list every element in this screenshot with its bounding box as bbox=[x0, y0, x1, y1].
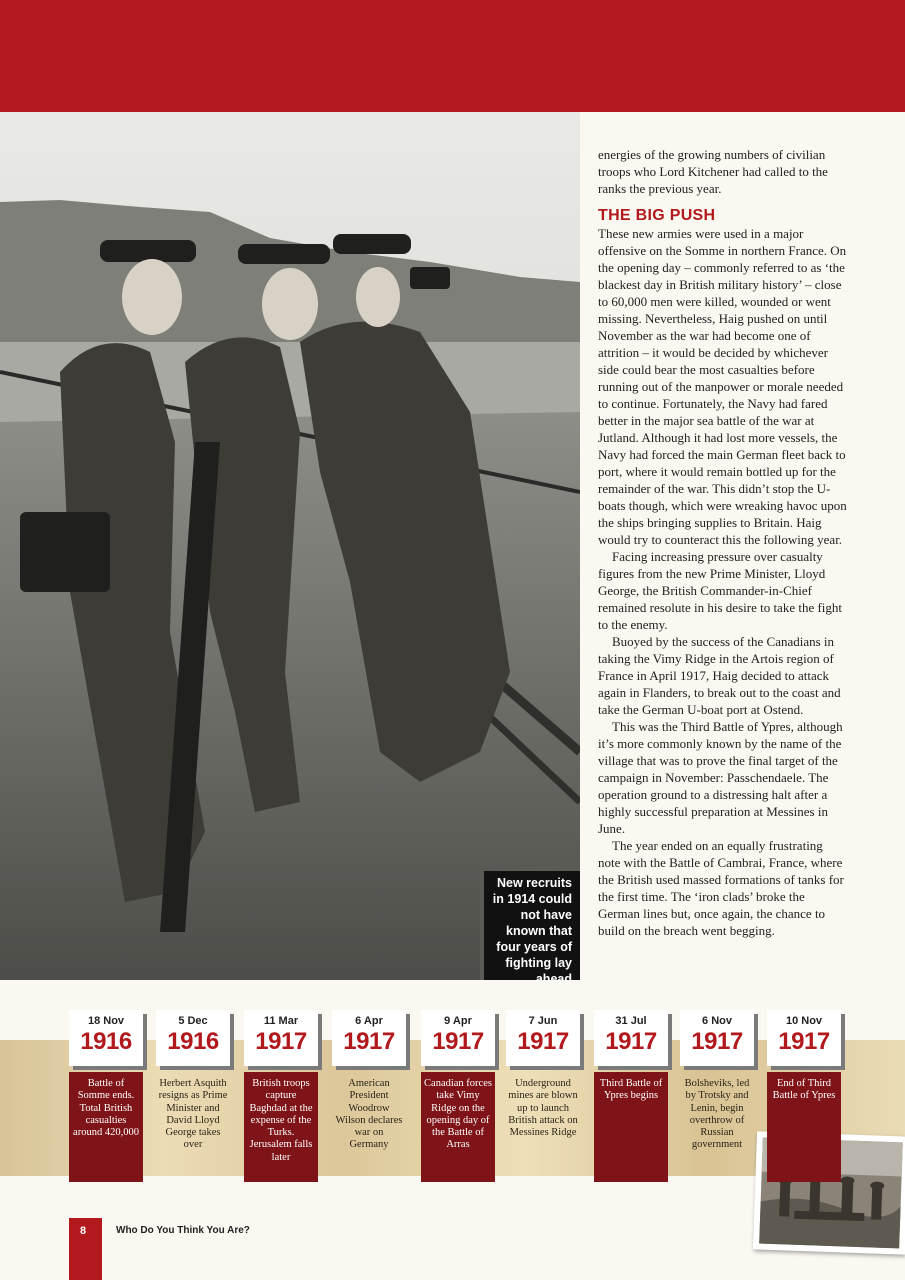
timeline bbox=[0, 1010, 905, 1192]
timeline-day: 18 Nov bbox=[87, 1015, 125, 1027]
timeline-date-box bbox=[767, 1010, 841, 1066]
article-paragraph: This was the Third Battle of Ypres, although it’s more commonly known by the name of the village that was to prove the final target of the campaign in November: Passchendaele. The operation ground to a distressing halt after a highly successful preparation at Messines in June. bbox=[598, 719, 843, 836]
timeline-entry bbox=[69, 1010, 143, 1182]
timeline-date-box bbox=[594, 1010, 668, 1066]
timeline-date-box bbox=[332, 1010, 406, 1066]
timeline-description: Third Battle of Ypres begins bbox=[594, 1072, 668, 1182]
timeline-description: British troops capture Baghdad at the expense of the Turks. Jerusalem falls later bbox=[244, 1072, 318, 1182]
timeline-description: Battle of Somme ends. Total British casualties around 420,000 bbox=[69, 1072, 143, 1182]
article-paragraph: The year ended on an equally frustrating note with the Battle of Cambrai, France, where the British used massed formations of tanks for the first time. The ‘iron clads’ broke the German lines but, once again, the chance to build on the breach went begging. bbox=[598, 838, 844, 938]
article-paragraph: Buoyed by the success of the Canadians in taking the Vimy Ridge in the Artois region of France in April 1917, Haig decided to attack again in Flanders, to break out to the coast and take the German U-boat port at Ostend. bbox=[598, 634, 841, 717]
article-paragraph: Facing increasing pressure over casualty figures from the new Prime Minister, Lloyd George, the British Commander-in-Chief remained resolute in his desire to take the fight to the enemy. bbox=[598, 549, 843, 632]
timeline-description: End of Third Battle of Ypres bbox=[767, 1072, 841, 1182]
timeline-description: American President Woodrow Wilson declares war on Germany bbox=[335, 1078, 403, 1151]
timeline-date-box bbox=[680, 1010, 754, 1066]
timeline-year: 1917 bbox=[778, 1028, 830, 1055]
timeline-day: 9 Apr bbox=[444, 1015, 472, 1027]
timeline-day: 10 Nov bbox=[785, 1015, 823, 1027]
timeline-entry bbox=[594, 1010, 668, 1182]
timeline-date-box bbox=[244, 1010, 318, 1066]
timeline-date-box bbox=[156, 1010, 230, 1066]
timeline-entry bbox=[156, 1010, 230, 1170]
timeline-entry bbox=[506, 1010, 580, 1170]
timeline-date-box bbox=[506, 1010, 580, 1066]
page-number: 8 bbox=[80, 1225, 87, 1237]
magazine-title: Who Do You Think You Are? bbox=[116, 1225, 250, 1236]
timeline-day: 11 Mar bbox=[263, 1015, 299, 1027]
timeline-day: 31 Jul bbox=[615, 1015, 647, 1027]
photo-caption: New recruits in 1914 could not have known that four years of fighting lay ahead bbox=[484, 871, 580, 980]
timeline-description: Herbert Asquith resigns as Prime Minister and David Lloyd George takes over bbox=[158, 1078, 228, 1151]
timeline-entry bbox=[332, 1010, 406, 1170]
article-paragraph: These new armies were used in a major offensive on the Somme in northern France. On the opening day – commonly referred to as ‘the blackest day in British military history’ – close to 60,000 men were killed, wounded or went missing. Nevertheless, Haig pushed on until November as the war had become one of attrition – it would be decided by whichever side could bear the most casualties before running out of the manpower or morale needed to continue. Fortunately, the Navy had fared better in the major sea battle of the war at Jutland. Although it had lost more vessels, the Navy had forced the main German fleet back to port, where it would remain bottled up for the remainder of the war. This didn’t stop the U-boats though, which were wreaking havoc upon the ships bringing supplies to Britain. Haig would try to counteract this the following year. bbox=[598, 226, 847, 547]
timeline-year: 1917 bbox=[605, 1028, 657, 1055]
timeline-day: 6 Nov bbox=[702, 1015, 732, 1027]
timeline-entry bbox=[767, 1010, 841, 1182]
soldiers-photo bbox=[0, 112, 580, 980]
timeline-day: 6 Apr bbox=[355, 1015, 383, 1027]
timeline-day: 5 Dec bbox=[178, 1015, 208, 1027]
timeline-date-box bbox=[69, 1010, 143, 1066]
timeline-year: 1917 bbox=[255, 1028, 307, 1055]
timeline-date-box bbox=[421, 1010, 495, 1066]
timeline-entry bbox=[421, 1010, 495, 1182]
section-heading: THE BIG PUSH bbox=[598, 207, 716, 224]
timeline-year: 1917 bbox=[432, 1028, 484, 1055]
timeline-description: Bolsheviks, led by Trotsky and Lenin, begin overthrow of Russian government bbox=[684, 1078, 750, 1151]
timeline-year: 1917 bbox=[517, 1028, 569, 1055]
timeline-description: Underground mines are blown up to launch British attack on Messines Ridge bbox=[508, 1078, 578, 1139]
article-text bbox=[598, 146, 848, 939]
header-banner bbox=[0, 0, 905, 112]
timeline-year: 1917 bbox=[691, 1028, 743, 1055]
timeline-day: 7 Jun bbox=[528, 1015, 558, 1027]
photo-illustration bbox=[0, 112, 580, 980]
timeline-description: Canadian forces take Vimy Ridge on the opening day of the Battle of Arras bbox=[421, 1072, 495, 1182]
timeline-year: 1916 bbox=[167, 1028, 219, 1055]
article-intro: energies of the growing numbers of civilian troops who Lord Kitchener had called to the ranks the previous year. bbox=[598, 147, 828, 196]
timeline-entry bbox=[244, 1010, 318, 1182]
timeline-year: 1917 bbox=[343, 1028, 395, 1055]
timeline-year: 1916 bbox=[80, 1028, 132, 1055]
timeline-entry bbox=[680, 1010, 754, 1170]
